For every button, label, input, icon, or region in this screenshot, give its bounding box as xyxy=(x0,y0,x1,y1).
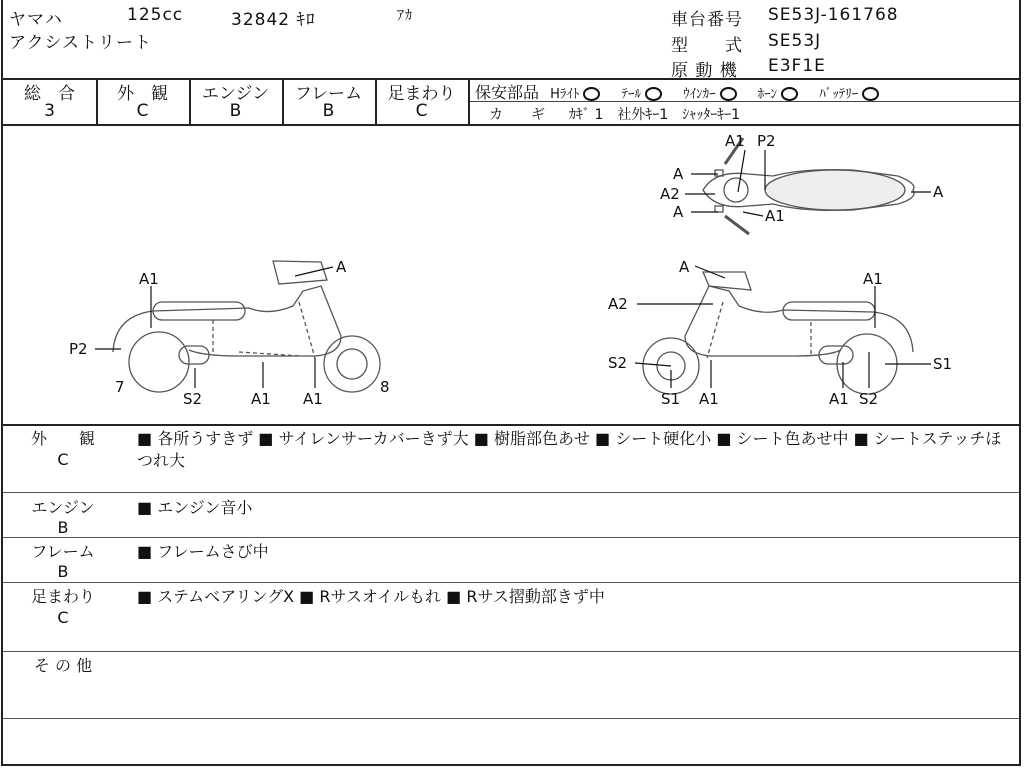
diagram-label: A xyxy=(679,258,690,276)
diagram-label: A1 xyxy=(863,270,883,288)
mileage: 32842 ｷﾛ xyxy=(231,10,316,30)
grade-exterior-label: 外 観 xyxy=(117,84,168,104)
diagram-label: A xyxy=(336,258,347,276)
headlight-label: Hﾗｲﾄ xyxy=(550,87,580,102)
grade-engine-label: エンジン xyxy=(201,84,270,104)
diagram-label: P2 xyxy=(757,132,776,150)
remark-exterior-grade: C xyxy=(57,450,69,469)
diagram-label: A1 xyxy=(725,132,745,150)
remark-exterior-label: 外 観 xyxy=(30,429,95,448)
frame-no-label: 車台番号 xyxy=(671,10,743,30)
inspection-sheet xyxy=(1,0,1021,766)
diagram-label: S1 xyxy=(661,390,681,408)
diagram-label: A xyxy=(673,203,684,221)
diagram-label: A1 xyxy=(303,390,323,408)
remark-frame-grade: B xyxy=(57,562,69,581)
engine-model-label: 原 動 機 xyxy=(671,61,738,81)
safety-row xyxy=(475,80,885,103)
winker-label: ｳｲﾝｶｰ xyxy=(683,87,716,102)
divider xyxy=(468,78,470,124)
key-label: カ ギ xyxy=(489,107,545,123)
diagram-label: A2 xyxy=(660,185,680,203)
grade-suspension-value: C xyxy=(415,101,428,121)
grade-exterior-value: C xyxy=(136,101,149,121)
grade-overall-value: 3 xyxy=(44,101,55,121)
remark-other-label: そ の 他 xyxy=(33,656,93,675)
battery-label: ﾊﾞｯﾃﾘｰ xyxy=(819,87,859,102)
diagram-label: P2 xyxy=(69,340,88,358)
remark-suspension-grade: C xyxy=(57,608,69,627)
diagram-label: A1 xyxy=(829,390,849,408)
type-label: 型 式 xyxy=(671,36,743,56)
diagram-label: A xyxy=(673,165,684,183)
grade-overall-label: 総 合 xyxy=(24,84,75,104)
frame-no: SE53J-161768 xyxy=(768,5,899,25)
ok-circle-icon xyxy=(583,87,600,101)
damage-diagram xyxy=(3,126,1021,422)
diagram-label: A xyxy=(933,183,944,201)
type-value: SE53J xyxy=(768,31,822,51)
remark-suspension-label: 足まわり xyxy=(30,587,95,606)
remark-frame-label: フレーム xyxy=(31,542,95,561)
key-list: ｶｷﾞ 1 社外ｷｰ1 ｼｬｯﾀｰｷｰ1 xyxy=(569,107,741,123)
grade-suspension-label: 足まわり xyxy=(387,84,456,104)
diagram-label: S2 xyxy=(859,390,879,408)
scooter-top-view xyxy=(703,138,914,234)
tail-label: ﾃｰﾙ xyxy=(621,87,641,102)
ok-circle-icon xyxy=(645,87,662,101)
divider xyxy=(3,492,1019,493)
grade-engine-value: B xyxy=(229,101,242,121)
remark-frame-text: ■ フレームさび中 xyxy=(137,542,269,561)
diagram-label: A1 xyxy=(251,390,271,408)
grade-frame-label: フレーム xyxy=(294,84,363,104)
engine-model-value: E3F1E xyxy=(768,56,826,76)
remark-suspension-text: ■ ステムベアリングX ■ Rサスオイルもれ ■ Rサス摺動部きず中 xyxy=(137,587,605,606)
diagram-label: A1 xyxy=(699,390,719,408)
diagram-label: A2 xyxy=(608,295,628,313)
divider xyxy=(3,718,1019,719)
diagram-label: A1 xyxy=(139,270,159,288)
diagram-label: S2 xyxy=(608,354,628,372)
diagram-label: 7 xyxy=(115,378,125,396)
diagram-label: A1 xyxy=(765,207,785,225)
horn-label: ﾎｰﾝ xyxy=(757,87,778,102)
divider xyxy=(3,651,1019,652)
ok-circle-icon xyxy=(781,87,798,101)
model-name: アクシストリート xyxy=(9,33,152,53)
diagram-label: S2 xyxy=(183,390,203,408)
diagram-label: S1 xyxy=(933,355,953,373)
safety-label: 保安部品 xyxy=(475,83,540,102)
scooter-right-view xyxy=(643,272,913,394)
remark-engine-grade: B xyxy=(57,518,69,537)
displacement: 125cc xyxy=(127,5,184,25)
divider xyxy=(3,424,1019,426)
remark-engine-label: エンジン xyxy=(31,498,95,517)
color: ｱｶ xyxy=(397,8,413,24)
remark-engine-text: ■ エンジン音小 xyxy=(137,498,253,517)
divider xyxy=(3,582,1019,583)
grade-frame-value: B xyxy=(322,101,335,121)
diagram-label: 8 xyxy=(380,378,390,396)
ok-circle-icon xyxy=(720,87,737,101)
ok-circle-icon xyxy=(862,87,879,101)
divider xyxy=(3,537,1019,538)
remark-exterior-text: ■ 各所うすきず ■ サイレンサーカバーきず大 ■ 樹脂部色あせ ■ シート硬化小 ■ シート色あせ中 ■ シートステッチほつれ大 xyxy=(137,429,1002,470)
maker: ヤマハ xyxy=(9,10,63,30)
